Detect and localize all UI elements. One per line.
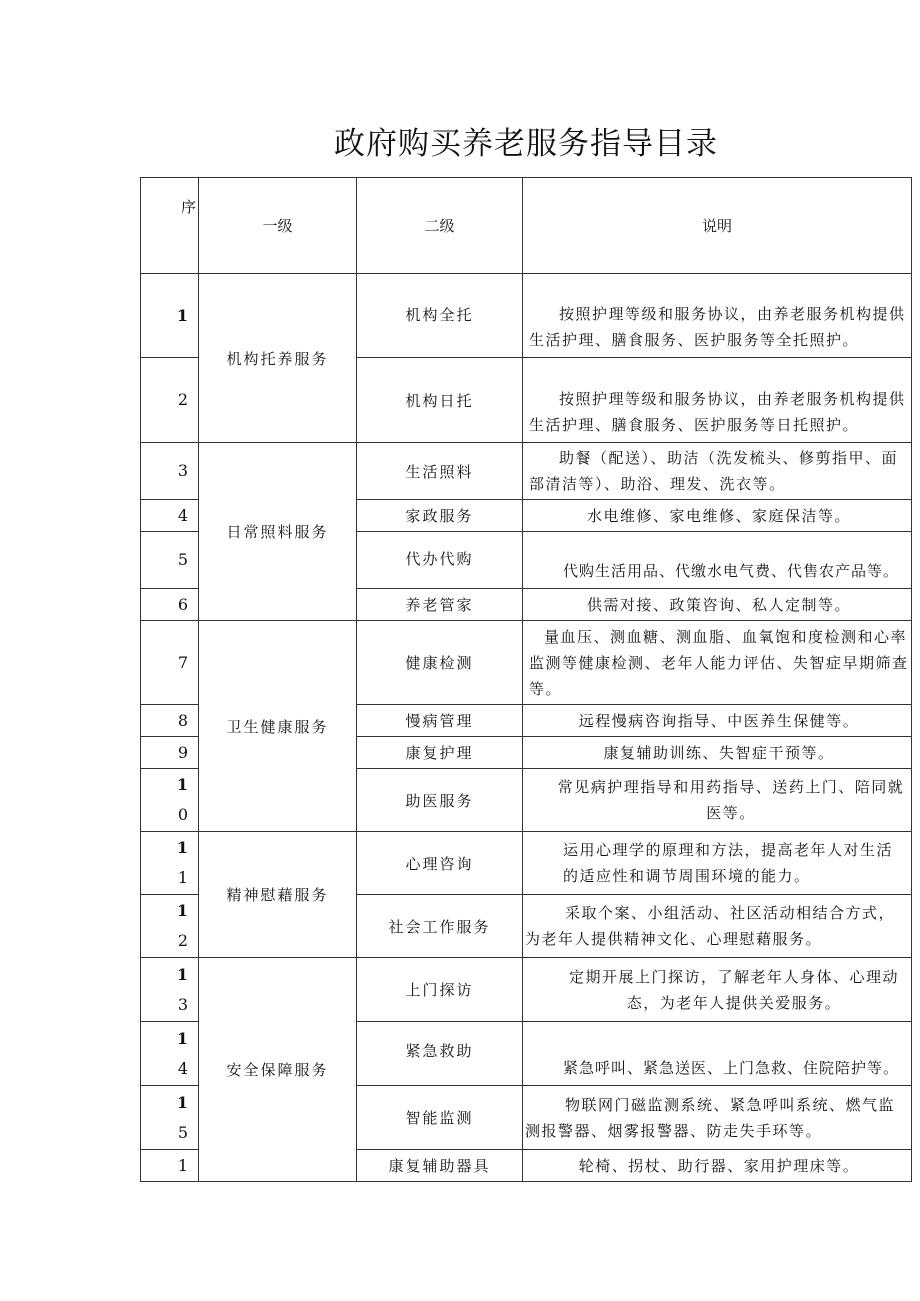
level1-cell: 精神慰藉服务 [199, 832, 357, 958]
level2-cell: 智能监测 [357, 1086, 523, 1150]
table-row [141, 443, 912, 500]
level2-cell: 家政服务 [357, 500, 523, 532]
table-row [141, 832, 912, 895]
level1-cell: 安全保障服务 [199, 958, 357, 1182]
level2-cell: 机构日托 [357, 358, 523, 443]
desc-cell: 供需对接、政策咨询、私人定制等。 [523, 589, 912, 621]
level1-cell: 机构托养服务 [199, 274, 357, 443]
row-seq: 1 0 [141, 769, 199, 832]
desc-cell: 代购生活用品、代缴水电气费、代售农产品等。 [523, 532, 912, 589]
desc-cell: 按照护理等级和服务协议，由养老服务机构提供生活护理、膳食服务、医护服务等全托照护。 [523, 274, 912, 358]
level1-cell: 卫生健康服务 [199, 621, 357, 832]
level2-cell: 生活照料 [357, 443, 523, 500]
level2-cell: 机构全托 [357, 274, 523, 358]
row-seq: 4 [141, 500, 199, 532]
row-seq: 8 [141, 705, 199, 737]
desc-cell: 水电维修、家电维修、家庭保洁等。 [523, 500, 912, 532]
row-seq: 7 [141, 621, 199, 705]
row-seq: 5 [141, 532, 199, 589]
row-seq: 9 [141, 737, 199, 769]
row-seq: 6 [141, 589, 199, 621]
table-header-row [141, 178, 912, 274]
desc-cell: 常见病护理指导和用药指导、送药上门、陪同就医等。 [523, 769, 912, 832]
level2-cell: 慢病管理 [357, 705, 523, 737]
page-title: 政府购买养老服务指导目录 [334, 126, 718, 162]
level2-cell: 心理咨询 [357, 832, 523, 895]
row-seq: 1 5 [141, 1086, 199, 1150]
level2-cell: 康复辅助器具 [357, 1150, 523, 1182]
table-row [141, 274, 912, 358]
desc-cell: 助餐（配送）、助洁（洗发梳头、修剪指甲、面部清洁等）、助浴、理发、洗衣等。 [523, 443, 912, 500]
level1-cell: 日常照料服务 [199, 443, 357, 621]
level2-cell: 助医服务 [357, 769, 523, 832]
table-row [141, 958, 912, 1022]
row-seq: 3 [141, 443, 199, 500]
level2-cell: 健康检测 [357, 621, 523, 705]
level2-cell: 紧急救助 [357, 1022, 523, 1086]
level2-cell: 上门探访 [357, 958, 523, 1022]
desc-cell: 紧急呼叫、紧急送医、上门急救、住院陪护等。 [523, 1022, 912, 1086]
level2-cell: 康复护理 [357, 737, 523, 769]
level2-cell: 养老管家 [357, 589, 523, 621]
row-seq: 1 [141, 1150, 199, 1182]
desc-cell: 定期开展上门探访，了解老年人身体、心理动态，为老年人提供关爱服务。 [523, 958, 912, 1022]
desc-cell: 量血压、测血糖、测血脂、血氧饱和度检测和心率监测等健康检测、老年人能力评估、失智症早期筛查等。 [523, 621, 912, 705]
row-seq: 2 [141, 358, 199, 443]
desc-cell: 按照护理等级和服务协议，由养老服务机构提供生活护理、膳食服务、医护服务等日托照护。 [523, 358, 912, 443]
desc-cell: 远程慢病咨询指导、中医养生保健等。 [523, 705, 912, 737]
level2-cell: 社会工作服务 [357, 895, 523, 958]
row-seq: 1 2 [141, 895, 199, 958]
desc-cell: 轮椅、拐杖、助行器、家用护理床等。 [523, 1150, 912, 1182]
row-seq: 1 4 [141, 1022, 199, 1086]
header-level1: 一级 [199, 178, 357, 274]
row-seq: 1 3 [141, 958, 199, 1022]
header-level2: 二级 [357, 178, 523, 274]
desc-cell: 康复辅助训练、失智症干预等。 [523, 737, 912, 769]
desc-cell: 运用心理学的原理和方法，提高老年人对生活的适应性和调节周围环境的能力。 [523, 832, 912, 895]
row-seq: 1 [141, 274, 199, 358]
desc-cell: 物联网门磁监测系统、紧急呼叫系统、燃气监测报警器、烟雾报警器、防走失手环等。 [523, 1086, 912, 1150]
desc-cell: 采取个案、小组活动、社区活动相结合方式，为老年人提供精神文化、心理慰藉服务。 [523, 895, 912, 958]
table-row [141, 621, 912, 705]
row-seq: 1 1 [141, 832, 199, 895]
service-catalog-table [140, 177, 912, 1182]
level2-cell: 代办代购 [357, 532, 523, 589]
header-desc: 说明 [523, 178, 912, 274]
header-seq: 序 [141, 178, 199, 274]
